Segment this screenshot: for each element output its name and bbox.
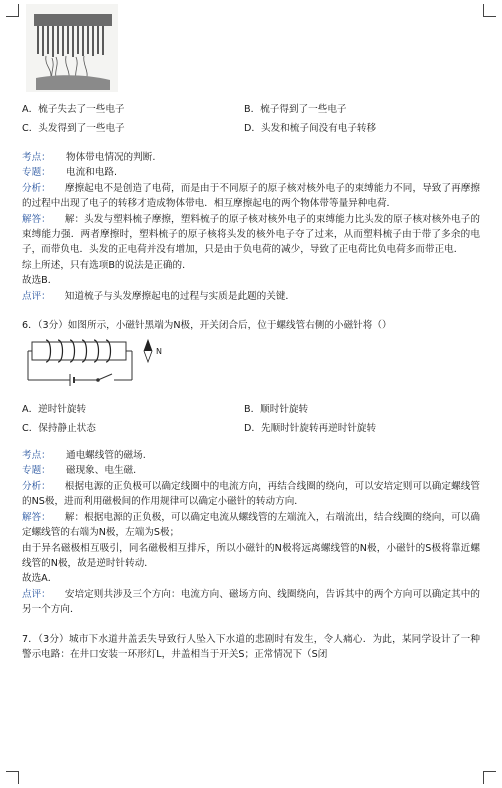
needle-n-label: N	[156, 347, 162, 357]
crop-mark-bottom-right	[483, 771, 496, 784]
q5-fenxi	[22, 181, 480, 212]
q6-option-b: B．顺时针旋转	[244, 404, 309, 416]
jieda-text: 解：头发与塑料梳子摩擦，塑料梳子的原子核对核外电子的束缚能力比头发的原子核对核外电子的束缚能力强．两者摩擦时，塑料梳子的原子核将头发的核外电子夺了过来，从而塑料梳子由于带了多余的电子，而带负电．头发的正电荷并没有增加，只是由于负电荷的减少，导致了正电荷比负电荷多而带正电．	[22, 213, 480, 256]
q6-fenxi	[22, 479, 480, 510]
q5-dianping	[22, 289, 480, 304]
q6-zhuanti	[22, 463, 480, 478]
q5-answer: 故选B．	[22, 275, 58, 287]
zhuanti-label: 专题：	[22, 465, 51, 477]
page-content	[22, 4, 480, 662]
q6-answer: 故选A．	[22, 573, 58, 585]
zhuanti-label: 专题：	[22, 167, 51, 179]
jieda-label: 解答：	[22, 511, 51, 523]
q6-option-a: A．逆时针旋转	[22, 404, 87, 416]
q5-kaodian	[22, 150, 480, 165]
fenxi-label: 分析：	[22, 182, 51, 194]
zhuanti-text: 电流和电路.	[66, 167, 118, 179]
dianping-label: 点评：	[22, 588, 51, 600]
crop-mark-top-left	[6, 4, 19, 17]
kaodian-label: 考点：	[22, 450, 51, 462]
q6-option-c: C．保持静止状态	[22, 423, 96, 435]
magnetic-needle	[144, 340, 152, 362]
q7-stem: 7．（3分）城市下水道井盖丢失导致行人坠入下水道的悲剧时有发生，令人痛心．为此，某同学设计了一种警示电路：在井口安装一环形灯L，井盖相当于开关S；正常情况下（S闭	[22, 633, 480, 660]
solenoid-circuit-diagram	[24, 336, 174, 390]
crop-mark-top-right	[483, 4, 496, 17]
q6-jieda	[22, 510, 480, 541]
q5-option-a: A．梳子失去了一些电子	[22, 104, 125, 115]
kaodian-text: 通电螺线管的磁场.	[66, 450, 146, 462]
comb-hair-photo	[26, 4, 118, 92]
jieda-text: 解：根据电源的正负极，可以确定电流从螺线管的左端流入，右端流出，结合线圈的绕向，可以确定螺线管的右端为N极，左端为S极；	[22, 511, 480, 539]
q6-option-d: D．先顺时针旋转再逆时针旋转	[244, 423, 377, 435]
jieda-label: 解答：	[22, 213, 51, 225]
fenxi-text: 摩擦起电不是创造了电荷，而是由于不同原子的原子核对核外电子的束缚能力不同，导致了再摩擦的过程中出现了电子的转移才造成物体带电．相互摩擦起电的两个物体带等量异种电荷．	[22, 182, 480, 210]
zhuanti-text: 磁现象、电生磁.	[66, 465, 137, 477]
kaodian-text: 物体带电情况的判断.	[66, 152, 156, 163]
q6-jieda-continued: 由于异名磁极相互吸引，同名磁极相互排斥，所以小磁针的N极将远离螺线管的N极，小磁针的S极将靠近螺线管的N极，故是逆时针转动．	[22, 542, 480, 569]
crop-mark-bottom-left	[6, 771, 19, 784]
dianping-label: 点评：	[22, 290, 51, 302]
fenxi-label: 分析：	[22, 480, 51, 492]
q5-option-d: D．头发和梳子间没有电子转移	[244, 123, 377, 134]
q6-options	[22, 401, 480, 434]
q6-dianping	[22, 587, 480, 618]
fenxi-text: 根据电源的正负极可以确定线圈中的电流方向，再结合线圈的绕向，可以安培定则可以确定螺线管的NS极，进而利用磁极间的作用规律可以确定小磁针的转动方向．	[22, 480, 480, 508]
q5-option-c: C．头发得到了一些电子	[22, 123, 125, 134]
dianping-text: 知道梳子与头发摩擦起电的过程与实质是此题的关键．	[64, 290, 296, 302]
q5-option-b: B．梳子得到了一些电子	[244, 104, 347, 115]
q6-stem: 6．（3分）如图所示，小磁针黑端为N极，开关闭合后，位于螺线管右侧的小磁针将（）	[22, 320, 392, 332]
dianping-text: 安培定则共涉及三个方向：电流方向、磁场方向、线圈绕向，告诉其中的两个方向可以确定其中的另一个方向．	[22, 588, 480, 616]
q5-options	[22, 101, 480, 134]
q5-summary: 综上所述，只有选项B的说法是正确的．	[22, 259, 192, 271]
kaodian-label: 考点：	[22, 152, 51, 163]
q6-kaodian	[22, 448, 480, 463]
q5-zhuanti	[22, 165, 480, 180]
q5-jieda	[22, 212, 480, 258]
